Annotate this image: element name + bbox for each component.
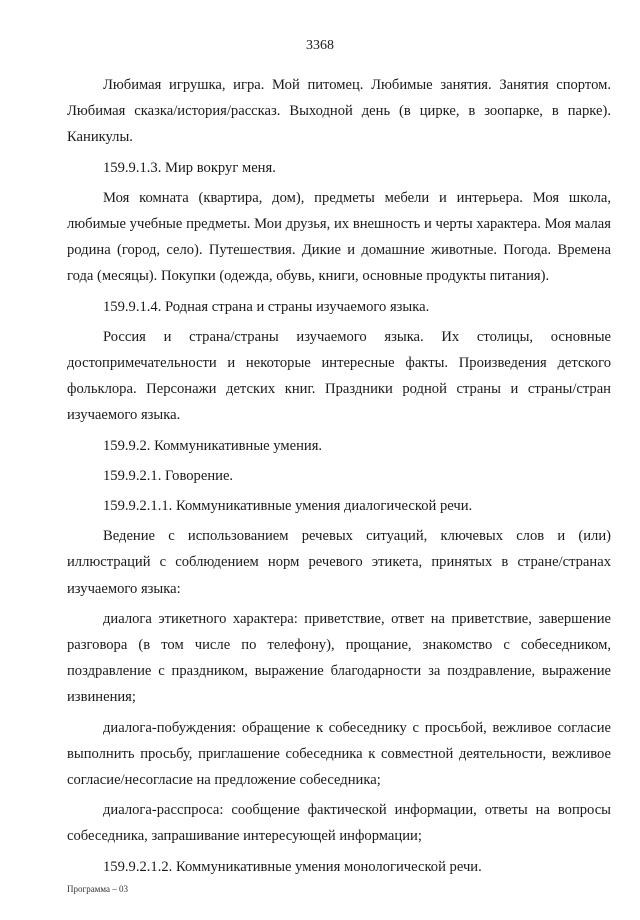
paragraph-dialogue-conduct: Ведение с использованием речевых ситуаций, ключевых слов и (или) иллюстраций с соблюдением норм речевого этикета, принятых в стране/странах изучаемого языка: [67,528,611,597]
heading-communicative-skills: 159.9.2. Коммуникативные умения. [103,437,323,454]
paragraph-etiquette-dialogue: диалога этикетного характера: приветствие, ответ на приветствие, завершение разговора (в том числе по телефону), прощание, знакомство с собеседником, поздравление с праздником, выражение благодарности за поздравление, выражение извинения; [67,610,611,706]
paragraph-inquiry-dialogue: диалога-расспроса: сообщение фактической информации, ответы на вопросы собеседника, запрашивание интересующей информации; [67,802,611,845]
paragraph-hobbies: Любимая игрушка, игра. Мой питомец. Любимые занятия. Занятия спортом. Любимая сказка/история/рассказ. Выходной день (в цирке, в зоопарке, в парке). Каникулы. [67,77,611,146]
paragraph-world-around-me: Моя комната (квартира, дом), предметы мебели и интерьера. Моя школа, любимые учебные предметы. Мои друзья, их внешность и черты характера. Моя малая родина (город, село). Путешествия. Дикие и домашние животные. Погода. Времена года (месяцы). Покупки (одежда, обувь, книги, основные продукты питания). [67,189,611,285]
paragraph-native-country: Россия и страна/страны изучаемого языка. Их столицы, основные достопримечательности и некоторые интересные факты. Произведения детского фольклора. Персонажи детских книг. Праздники родной страны и страны/стран изучаемого языка. [67,328,611,424]
heading-monologic-speech: 159.9.2.1.2. Коммуникативные умения монологической речи. [103,858,482,875]
paragraph-incentive-dialogue: диалога-побуждения: обращение к собеседнику с просьбой, вежливое согласие выполнить просьбу, приглашение собеседника к совместной деятельности, вежливое согласие/несогласие на предложение собеседника; [67,719,611,789]
heading-speaking: 159.9.2.1. Говорение. [103,467,234,484]
document-body [67,68,611,880]
heading-dialogic-speech: 159.9.2.1.1. Коммуникативные умения диалогической речи. [103,498,473,515]
footer-program-label: Программа – 03 [67,884,129,894]
heading-world-around-me: 159.9.1.3. Мир вокруг меня. [103,159,276,176]
page-number: 3368 [306,38,334,53]
heading-native-country: 159.9.1.4. Родная страна и страны изучаемого языка. [103,298,430,315]
